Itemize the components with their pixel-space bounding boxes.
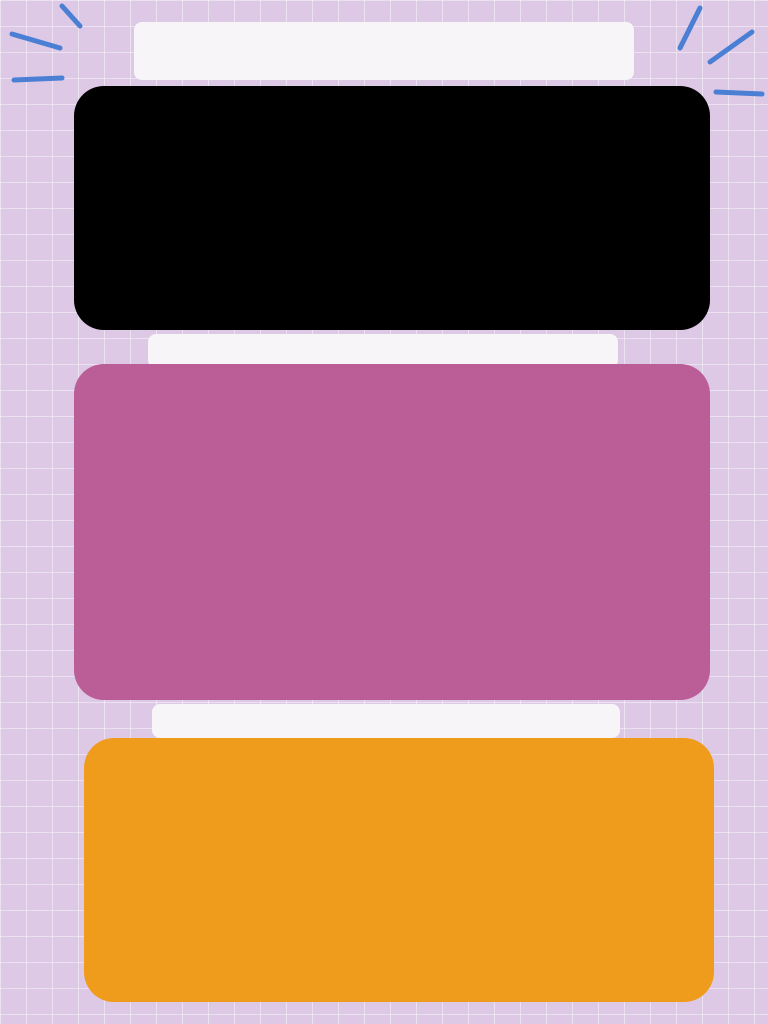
title-box bbox=[134, 22, 634, 80]
intro-panel bbox=[74, 86, 710, 330]
handling-heading-box bbox=[152, 704, 620, 738]
causes-panel bbox=[74, 364, 710, 700]
left-stroke-2 bbox=[12, 34, 60, 48]
left-stroke-1 bbox=[62, 6, 80, 26]
right-stroke-3 bbox=[716, 92, 762, 94]
handling-panel bbox=[84, 738, 714, 1002]
right-stroke-1 bbox=[680, 8, 700, 48]
right-stroke-2 bbox=[710, 32, 752, 62]
causes-heading-box bbox=[148, 334, 618, 368]
left-stroke-3 bbox=[14, 78, 62, 80]
